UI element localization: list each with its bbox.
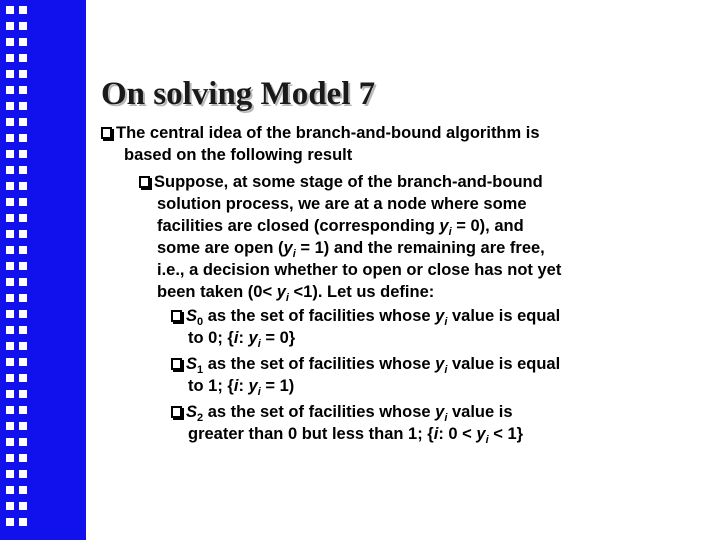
sidebar-square	[6, 182, 14, 190]
sidebar-square	[6, 390, 14, 398]
sidebar-square	[19, 294, 27, 302]
bullet-paragraph-main	[101, 122, 540, 166]
hollow-square-bullet-icon	[171, 310, 182, 322]
sidebar-square	[6, 166, 14, 174]
sidebar-square	[6, 38, 14, 46]
sidebar-square	[6, 70, 14, 78]
slide-title: On solving Model 7	[101, 76, 376, 112]
sidebar-square	[6, 454, 14, 462]
sidebar-square	[19, 358, 27, 366]
sidebar-square	[6, 102, 14, 110]
sidebar-square	[6, 406, 14, 414]
sidebar-square	[6, 486, 14, 494]
hollow-square-bullet-icon	[171, 406, 182, 418]
sidebar-square	[6, 502, 14, 510]
sidebar-square	[6, 470, 14, 478]
sidebar-square	[19, 326, 27, 334]
para2-line3: facilities are closed (corresponding $y_i = 0$), and	[157, 217, 524, 238]
sidebar-square	[19, 406, 27, 414]
sidebar-square	[6, 422, 14, 430]
sidebar-square	[19, 166, 27, 174]
sidebar-square	[19, 70, 27, 78]
sidebar-square	[6, 278, 14, 286]
sidebar-square	[19, 310, 27, 318]
sidebar-decoration	[0, 0, 86, 540]
bullet-paragraph-sub	[139, 171, 561, 303]
sidebar-square	[19, 262, 27, 270]
sidebar-square	[6, 22, 14, 30]
para2-line4: some are open $(y_i = 1)$ and the remaining are free,	[157, 239, 545, 260]
sidebar-square	[6, 6, 14, 14]
para2-line6: been taken $(0< y_i <1)$. Let us define:	[157, 283, 435, 304]
sidebar-square	[6, 86, 14, 94]
sidebar-square	[6, 262, 14, 270]
sidebar-square	[19, 54, 27, 62]
sidebar-square	[19, 438, 27, 446]
sidebar-square	[19, 134, 27, 142]
sidebar-square	[19, 118, 27, 126]
sidebar-square	[6, 374, 14, 382]
set-definition-s1: $S_1$ as the set of facilities whose $y_i$ value is equal to 1; {i: $y_i = 1$)	[171, 353, 560, 397]
sidebar-square	[6, 294, 14, 302]
para1-line1: The central idea of the branch-and-bound algorithm is	[116, 124, 540, 142]
sidebar-square	[19, 102, 27, 110]
sidebar-square	[6, 518, 14, 526]
sidebar-square	[19, 390, 27, 398]
sidebar-square	[19, 502, 27, 510]
sidebar-square	[6, 358, 14, 366]
sidebar-square	[19, 278, 27, 286]
sidebar-square	[6, 246, 14, 254]
sidebar-square	[6, 230, 14, 238]
sidebar-square	[19, 246, 27, 254]
sidebar-square	[19, 22, 27, 30]
sidebar-square	[19, 86, 27, 94]
sidebar-square	[19, 486, 27, 494]
hollow-square-bullet-icon	[101, 127, 112, 139]
sidebar-square	[19, 38, 27, 46]
para2-line1: Suppose, at some stage of the branch-and-bound	[154, 173, 543, 191]
sidebar-square	[19, 470, 27, 478]
sidebar-square	[19, 230, 27, 238]
sidebar-square	[6, 438, 14, 446]
sidebar-square	[6, 118, 14, 126]
hollow-square-bullet-icon	[139, 176, 150, 188]
set-definition-s2: $S_2$ as the set of facilities whose $y_i$ value is greater than 0 but less than 1; {i: $0 < y_i < 1$}	[171, 401, 523, 445]
sidebar-square	[6, 54, 14, 62]
set-definition-s0: $S_0$ as the set of facilities whose $y_i$ value is equal to 0; {i: $y_i = 0$}	[171, 305, 560, 349]
para1-line2: based on the following result	[124, 146, 353, 164]
sidebar-square	[19, 374, 27, 382]
sidebar-square	[19, 182, 27, 190]
sidebar-square	[6, 150, 14, 158]
sidebar-square	[6, 326, 14, 334]
para2-line2: solution process, we are at a node where some	[157, 195, 527, 213]
sidebar-square	[6, 342, 14, 350]
sidebar-square	[19, 454, 27, 462]
sidebar-square	[19, 198, 27, 206]
hollow-square-bullet-icon	[171, 358, 182, 370]
sidebar-square	[19, 150, 27, 158]
sidebar-square	[19, 214, 27, 222]
sidebar-square	[6, 134, 14, 142]
sidebar-square	[19, 6, 27, 14]
sidebar-square	[6, 310, 14, 318]
sidebar-square	[19, 422, 27, 430]
sidebar-square	[6, 214, 14, 222]
sidebar-square	[19, 518, 27, 526]
sidebar-square	[19, 342, 27, 350]
sidebar-square	[6, 198, 14, 206]
para2-line5: i.e., a decision whether to open or close has not yet	[157, 261, 562, 279]
